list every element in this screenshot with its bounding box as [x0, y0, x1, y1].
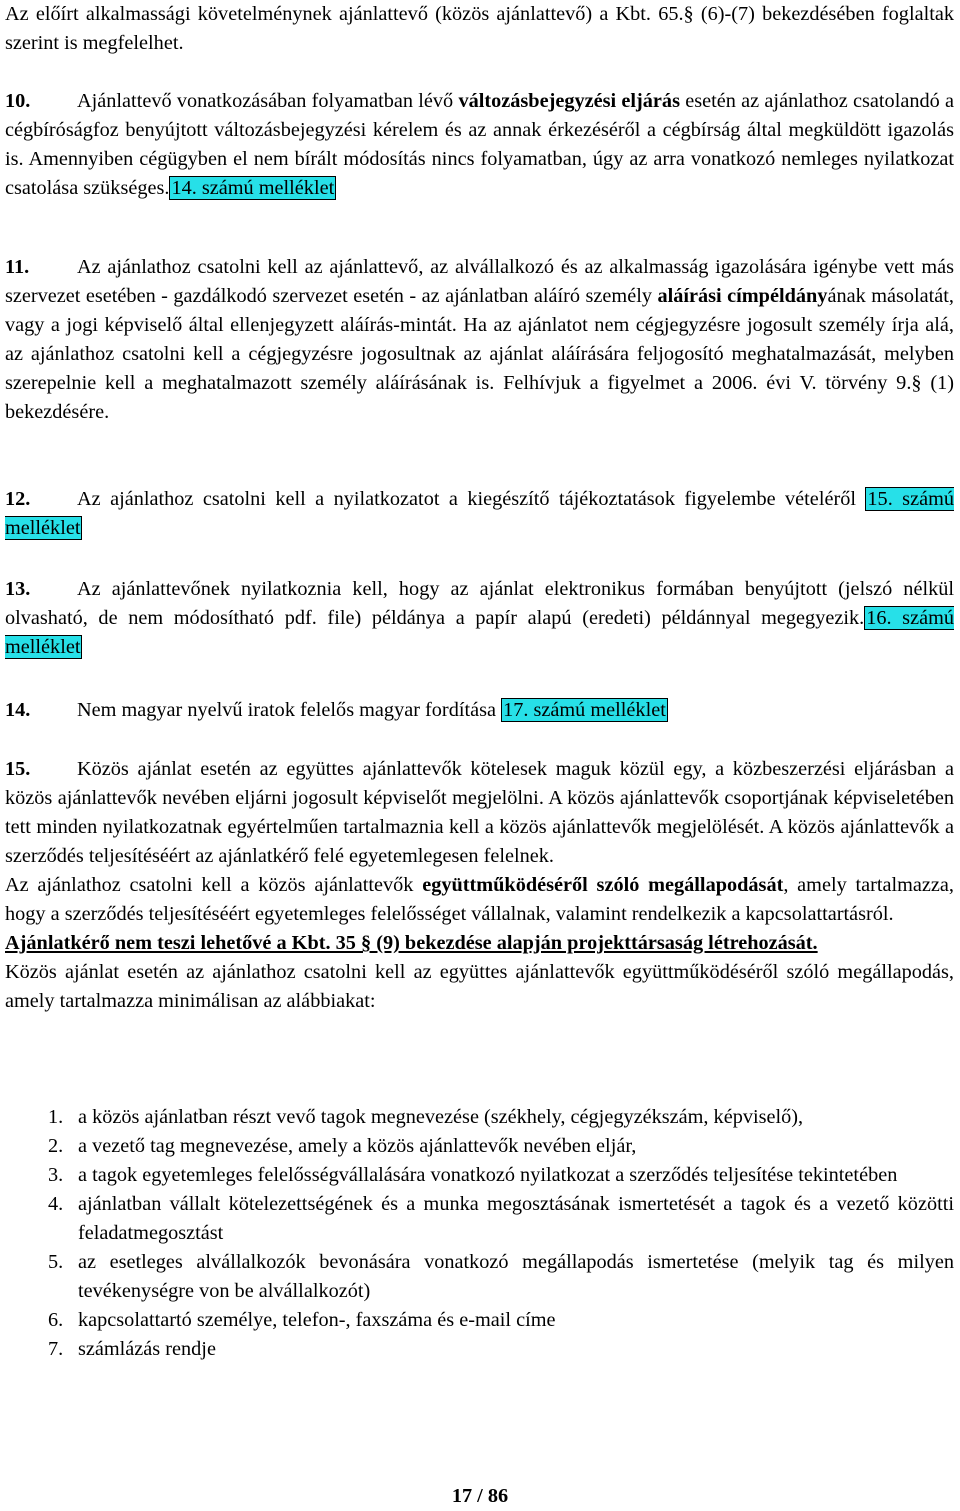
page-number: 17 / 86 [451, 1485, 509, 1507]
item-number: 10. [5, 90, 31, 112]
list-index: 7. [48, 1338, 64, 1360]
list-text: a közös ajánlatban részt vevő tagok megnevezése (székhely, cégjegyzékszám, képviselő), [78, 1106, 804, 1128]
list-index: 2. [48, 1135, 64, 1157]
item-bold-text: változásbejegyzési eljárás [458, 90, 680, 112]
list-index: 1. [48, 1106, 64, 1128]
annex-reference-16[interactable]: 16. számú melléklet [5, 607, 954, 658]
item-number: 14. [5, 699, 31, 721]
list-index: 5. [48, 1251, 64, 1273]
item-14 [5, 696, 954, 725]
item-text: Nem magyar nyelvű iratok felelős magyar fordítása [77, 699, 496, 721]
item-11 [5, 253, 954, 427]
list-text: kapcsolattartó személye, telefon-, faxszáma és e-mail címe [78, 1309, 556, 1331]
list-item [48, 1103, 954, 1132]
list-item [48, 1161, 954, 1190]
list-text: a vezető tag megnevezése, amely a közös ajánlattevők nevében eljár, [78, 1135, 637, 1157]
p2-text: Az ajánlathoz csatolni kell a közös ajánlattevők [5, 874, 423, 896]
list-item [48, 1190, 954, 1248]
list-item [48, 1132, 954, 1161]
item-15-paragraph-3: Ajánlatkérő nem teszi lehetővé a Kbt. 35 § (9) bekezdése alapján projekttársaság létrehozását. [5, 932, 818, 954]
item-10 [5, 87, 954, 203]
item-number: 13. [5, 578, 31, 600]
item-text: Az ajánlattevőnek nyilatkoznia kell, hogy az ajánlat elektronikus formában benyújtott (jelszó nélkül olvasható, de nem módosítható pdf. file) példánya a papír alapú (eredeti) példánnyal megegyezik. [5, 578, 954, 629]
p2-bold: együttműködéséről szóló megállapodását [422, 874, 784, 896]
item-13 [5, 575, 954, 662]
item-text: Az ajánlathoz csatolni kell az ajánlattevő, az alvállalkozó és az alkalmasság igazolására igénybe vett más szervezet esetében - gazdálkodó szervezet esetén - az ajánlatban aláíró személy [5, 256, 954, 307]
p2-text-cont: , amely tartalmazza, hogy a szerződés teljesítéséért egyetemleges felelősséget vállalnak, valamint rendelkezik a kapcsolattartásról. [5, 874, 954, 925]
item-15-paragraph-2 [5, 871, 954, 929]
item-12 [5, 485, 954, 543]
item-text: Az ajánlathoz csatolni kell a nyilatkozatot a kiegészítő tájékoztatások figyelembe vételéről [77, 488, 856, 510]
item-number: 11. [5, 256, 30, 278]
item-number: 12. [5, 488, 31, 510]
requirements-list [48, 1103, 954, 1364]
annex-reference-17[interactable]: 17. számú melléklet [503, 699, 666, 721]
list-item [48, 1248, 954, 1306]
item-bold-text: aláírási címpéldány [657, 285, 828, 307]
list-index: 6. [48, 1309, 64, 1331]
list-index: 4. [48, 1193, 64, 1215]
item-15 [5, 755, 954, 1016]
item-15-paragraph-4: Közös ajánlat esetén az ajánlathoz csatolni kell az együttes ajánlattevők együttműködéséről szóló megállapodás, amely tartalmazza minimálisan az alábbiakat: [5, 961, 954, 1012]
annex-reference-15[interactable]: 15. számú melléklet [5, 488, 954, 539]
intro-text: Az előírt alkalmassági követelménynek ajánlattevő (közös ajánlattevő) a Kbt. 65.§ (6)-(7) bekezdésében foglaltak szerint is megfelelhet. [5, 3, 954, 54]
item-text: Közös ajánlat esetén az együttes ajánlattevők kötelesek maguk közül egy, a közbeszerzési eljárásban a közös ajánlattevők nevében eljárni jogosult képviselőt megjelölni. A közös ajánlattevők csoportjának képviseletében tett minden nyilatkozatnak egyértelműen tartalmaznia kell a közös ajánlattevők megjelölését. A közös ajánlattevők a szerződés teljesítéséért az ajánlatkérő felé egyetemlegesen felelnek. [5, 758, 954, 867]
list-item [48, 1335, 954, 1364]
item-text-cont: esetén az ajánlathoz csatolandó a cégbíróságfoz benyújtott változásbejegyzési kérelem és az annak érkezéséről a cégbírság által megküldött igazolás is. Amennyiben cégügyben el nem bírált módosítás nincs folyamatban, úgy az arra vonatkozó nemleges nyilatkozat csatolása szükséges. [5, 90, 955, 199]
list-text: ajánlatban vállalt kötelezettségének és a munka megosztásának ismertetését a tagok és a vezető közötti feladatmegosztást [78, 1193, 954, 1244]
list-text: az esetleges alvállalkozók bevonására vonatkozó megállapodás ismertetése (melyik tag és milyen tevékenységre von be alvállalkozót) [78, 1251, 954, 1302]
list-text: a tagok egyetemleges felelősségvállalására vonatkozó nyilatkozat a szerződés teljesítése tekintetében [78, 1164, 898, 1186]
item-text: Ajánlattevő vonatkozásában folyamatban lévő [77, 90, 459, 112]
list-item [48, 1306, 954, 1335]
item-text-cont: ának másolatát, vagy a jogi képviselő által ellenjegyzett aláírás-mintát. Ha az ajánlatot nem cégjegyzésre jogosult személy írja alá, az ajánlathoz csatolni kell a cégjegyzésre jogosultnak az ajánlat aláírására feljogosító meghatalmazását, melyben szerepelnie kell a meghatalmazott személy aláírásának is. Felhívjuk a figyelmet a 2006. évi V. törvény 9.§ (1) bekezdésére. [5, 285, 954, 423]
list-text: számlázás rendje [78, 1338, 216, 1360]
item-number: 15. [5, 758, 31, 780]
list-index: 3. [48, 1164, 64, 1186]
intro-paragraph [5, 0, 954, 58]
annex-reference-14[interactable]: 14. számú melléklet [171, 177, 335, 199]
